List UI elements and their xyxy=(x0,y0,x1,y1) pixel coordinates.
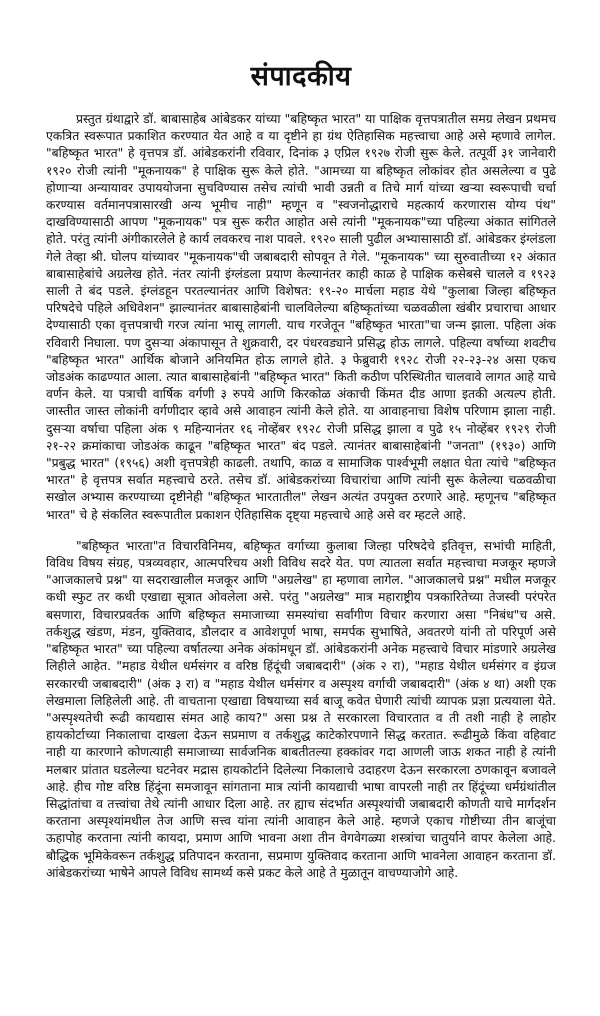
paragraph-2: "बहिष्कृत भारता"त विचारविनिमय, बहिष्कृत वर्गाच्या कुलाबा जिल्हा परिषदेचे इतिवृत्त, सभांची माहिती, विविध विषय संग्रह, पत्रव्यवहार, आत्मपरिचय अशी विविध सदरे येत. पण त्यातला सर्वात महत्त्वाचा मजकूर म्हणजे "आजकालचे प्रश्न" या सदराखालील मजकूर आणि "अग्रलेख" हा म्हणावा लागेल. "आजकालचे प्रश्न" मधील मजकूर कधी स्फुट तर कधी एखाद्या सूत्रात ओवलेला असे. परंतु "अग्रलेख" मात्र महाराष्ट्रीय पत्रकारितेच्या तेजस्वी परंपरेत बसणारा, विचारप्रवर्तक आणि बहिष्कृत समाजाच्या समस्यांचा सर्वांगीण विचार करणारा असा "निबंध"च असे. तर्कशुद्ध खंडण, मंडन, युक्तिवाद, डौलदार व आवेशपूर्ण भाषा, समर्पक सुभाषिते, अवतरणे यांनी तो परिपूर्ण असे "बहिष्कृत भारत" च्या पहिल्या वर्षातल्या अनेक अंकांमधून डॉ. आंबेडकरांनी अनेक महत्त्वाचे विचार मांडणारे अग्रलेख लिहीले आहेत. "महाड येथील धर्मसंगर व वरिष्ठ हिंदूंची जबाबदारी" (अंक २ रा), "महाड येथील धर्मसंगर व इंग्रज सरकारची जबाबदारी" (अंक ३ रा) व "महाड येथील धर्मसंगर व अस्पृश्य वर्गाची जबाबदारी" (अंक ४ था) अशी एक लेखमाला लिहिलेली आहे. ती वाचताना एखाद्या विषयाच्या सर्व बाजू कवेत घेणारी त्यांची व्यापक प्रज्ञा प्रत्ययाला येते. "अस्पृश्यतेची रूढी कायद्यास संमत आहे काय?" असा प्रश्न ते सरकारला विचारतात व ती तशी नाही हे लाहोर हायकोर्टाच्या निकालाचा दाखला देऊन सप्रमाण व तर्कशुद्ध काटेकोरपणाने सिद्ध करतात. रूढीमुळे किंवा वहिवाट नाही या कारणाने कोणत्याही समाजाच्या सार्वजनिक बाबतीतल्या हक्कांवर गदा आणली जाऊ शकत नाही हे त्यांनी मलबार प्रांतात घडलेल्या घटनेवर मद्रास हायकोर्टाने दिलेल्या निकालाचे उदाहरण देऊन सरकारला ठणकावून बजावले आहे. हीच गोष्ट वरिष्ठ हिंदूंना समजावून सांगताना मात्र त्यांनी कायद्याची भाषा वापरली नाही तर हिंदूंच्या धर्मग्रंथांतील सिद्धांतांचा व तत्त्वांचा तेथे त्यांनी आधार दिला आहे. तर ह्याच संदर्भात अस्पृश्यांची जबाबदारी कोणती याचे मार्गदर्शन करताना अस्पृश्यांमधील तेज आणि सत्त्व यांना त्यांनी आवाहन केले आहे. म्हणजे एकाच गोष्टीच्या तीन बाजूंचा ऊहापोह करताना त्यांनी कायदा, प्रमाण आणि भावना अशा तीन वेगवेगळ्या शस्त्रांचा चातुर्याने वापर केलेला आहे. बौद्धिक भूमिकेवरून तर्कशुद्ध प्रतिपादन करताना, सप्रमाण युक्तिवाद करताना आणि भावनेला आवाहन करताना डॉ. आंबेडकरांच्या भाषेने आपले विविध सामर्थ्य कसे प्रकट केले आहे ते मुळातून वाचण्याजोगे आहे. xyxy=(46,538,556,880)
paragraph-1: प्रस्तुत ग्रंथाद्वारे डॉ. बाबासाहेब आंबेडकर यांच्या "बहिष्कृत भारत" या पाक्षिक वृत्तपत्रातील समग्र लेखन प्रथमच एकत्रित स्वरूपात प्रकाशित करण्यात येत आहे व या दृष्टीने हा ग्रंथ ऐतिहासिक महत्त्वाचा आहे असे म्हणावे लागेल. "बहिष्कृत भारत" हे वृत्तपत्र डॉ. आंबेडकरांनी रविवार, दिनांक ३ एप्रिल १९२७ रोजी सुरू केले. तत्पूर्वी ३१ जानेवारी १९२० रोजी त्यांनी "मूकनायक" हे पाक्षिक सुरू केले होते. "आमच्या या बहिष्कृत लोकांवर होत असलेल्या व पुढे होणाऱ्या अन्यायावर उपाययोजना सुचविण्यास तसेच त्यांची भावी उन्नती व तिचे मार्ग यांच्या खऱ्या स्वरूपाची चर्चा करण्यास वर्तमानपत्रासारखी अन्य भूमीच नाही" म्हणून व "स्वजनोद्धाराचे महत्कार्य करणारास योग्य पंथ" दाखविण्यासाठी आपण "मूकनायक" पत्र सुरू करीत आहोत असे त्यांनी "मूकनायक"च्या पहिल्या अंकात सांगितले होते. परंतु त्यांनी अंगीकारलेले हे कार्य लवकरच नाश पावले. १९२० साली पुढील अभ्यासासाठी डॉ. आंबेडकर इंग्लंडला गेले तेव्हा श्री. घोलप यांच्यावर "मूकनायक"ची जबाबदारी सोपवून ते गेले. "मूकनायक" च्या सुरुवातीच्या १२ अंकात बाबासाहेबांचे अग्रलेख होते. नंतर त्यांनी इंग्लंडला प्रयाण केल्यानंतर काही काळ हे पाक्षिक कसेबसे चालले व १९२३ साली ते बंद पडले. इंग्लंडहून परतल्यानंतर आणि विशेषत: १९-२० मार्चला महाड येथे "कुलाबा जिल्हा बहिष्कृत परिषदेचे पहिले अधिवेशन" झाल्यानंतर बाबासाहेबांनी चालविलेल्या बहिष्कृतांच्या चळवळीला खंबीर प्रचाराचा आधार देण्यासाठी एका वृत्तपत्राची गरज त्यांना भासू लागली. याच गरजेतून "बहिष्कृत भारता"चा जन्म झाला. पहिला अंक रविवारी निघाला. पण दुसऱ्या अंकापासून ते शुक्रवारी, दर पंधरवड्याने प्रसिद्ध होऊ लागले. पहिल्या वर्षाच्या शवटीच "बहिष्कृत भारत" आर्थिक बोजाने अनियमित होऊ लागले होते. ३ फेब्रुवारी १९२८ रोजी २२-२३-२४ असा एकच जोडअंक काढण्यात आला. त्यात बाबासाहेबांनी "बहिष्कृत भारत" किती कठीण परिस्थितीत चालवावे लागत आहे याचे वर्णन केले. या पत्राची वार्षिक वर्गणी ३ रुपये आणि किरकोळ अंकाची किंमत दीड आणा इतकी अत्यल्प होती. जास्तीत जास्त लोकांनी वर्गणीदार व्हावे असे आवाहन त्यांनी केले होते. या आवाहनाचा विशेष परिणाम झाला नाही. दुसऱ्या वर्षाचा पहिला अंक ९ महिन्यानंतर १६ नोव्हेंबर १९२८ रोजी प्रसिद्ध झाला व पुढे १५ नोव्हेंबर १९२९ रोजी २१-२२ क्रमांकाचा जोडअंक काढून "बहिष्कृत भारत" बंद पडले. त्यानंतर बाबासाहेबांनी "जनता" (१९३०) आणि "प्रबुद्ध भारत" (१९५६) अशी वृत्तपत्रेही काढली. तथापि, काळ व सामाजिक पार्श्वभूमी लक्षात घेता त्यांचे "बहिष्कृत भारत" हे वृत्तपत्र सर्वात महत्त्वाचे ठरते. तसेच डॉ. आंबेडकरांच्या विचारांचा आणि त्यांनी सुरू केलेल्या चळवळीचा सखोल अभ्यास करण्याच्या दृष्टीनेही "बहिष्कृत भारतातील" लेखन अत्यंत उपयुक्त ठरणारे आहे. म्हणूनच "बहिष्कृत भारत" चे हे संकलित स्वरूपातील प्रकाशन ऐतिहासिक दृष्ट्या महत्त्वाचे आहे असे वर म्हटले आहे. xyxy=(46,112,556,522)
page-title: संपादकीय xyxy=(250,61,352,92)
